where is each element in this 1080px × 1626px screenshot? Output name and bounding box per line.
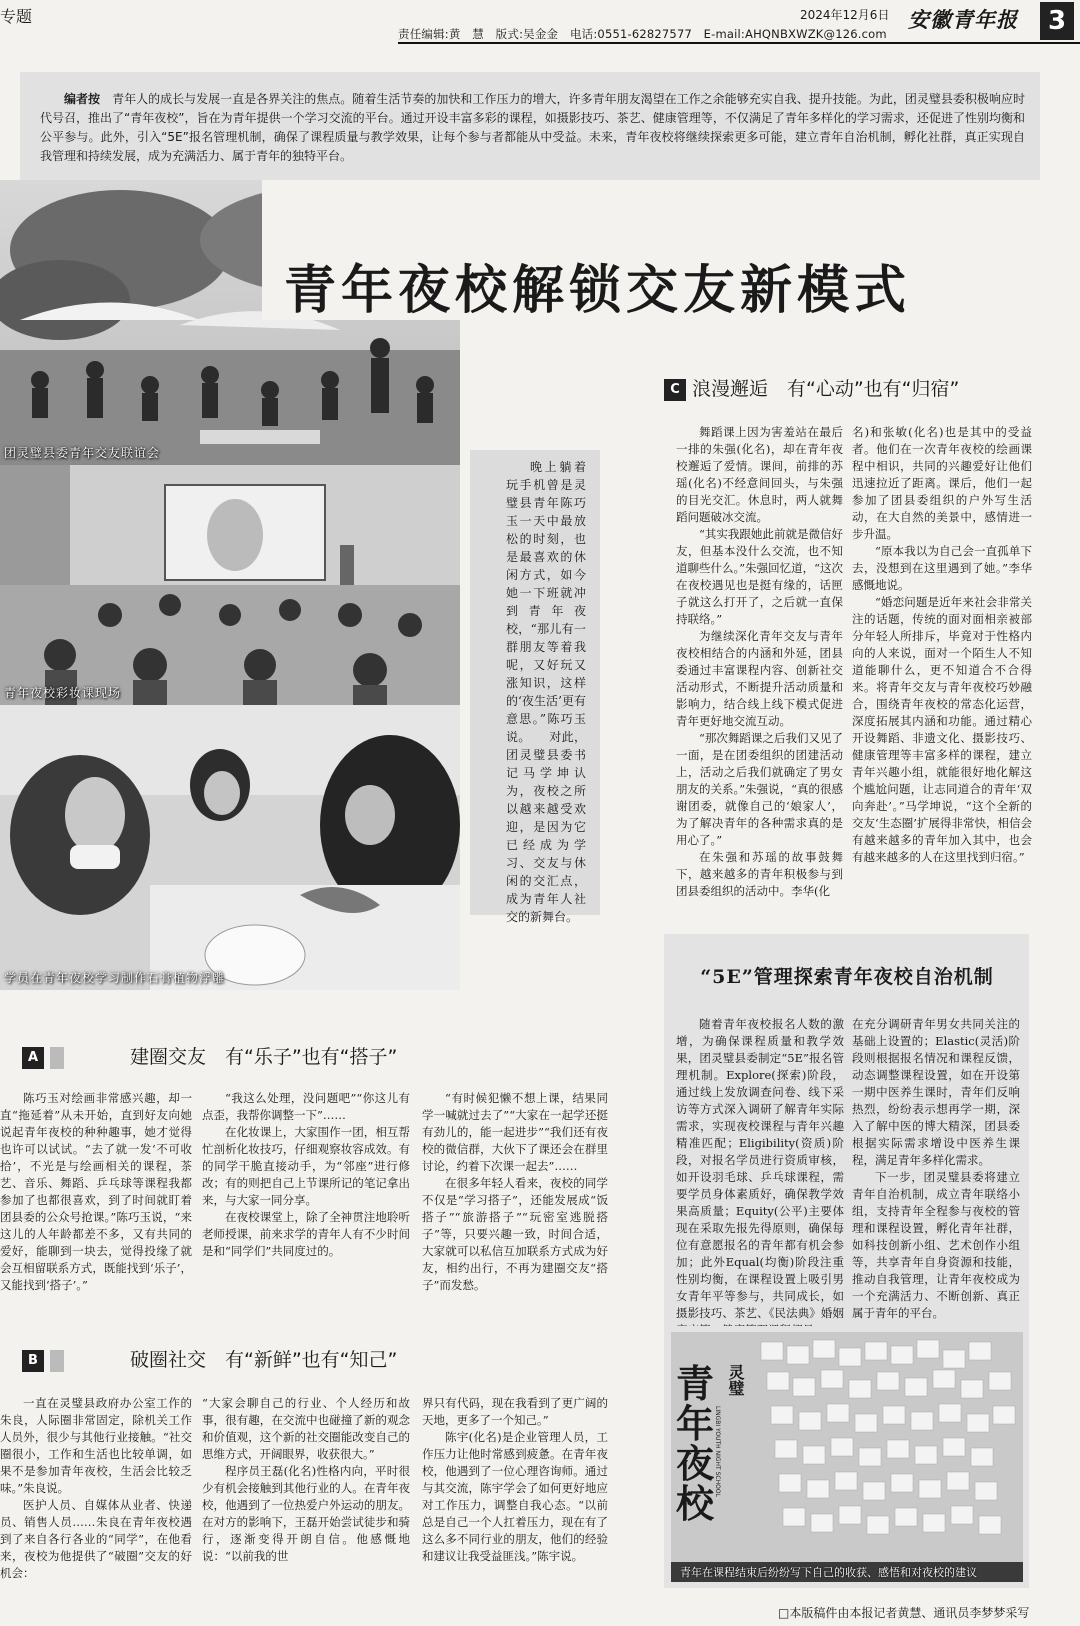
headline-block bbox=[262, 180, 1080, 320]
photo-caption-makeup: 青年夜校彩妆课现场 bbox=[4, 686, 122, 700]
newspaper-logo: 安徽青年报 bbox=[908, 7, 1018, 32]
photo-feedback-wall bbox=[664, 1326, 1029, 1588]
photo-caption-outdoor: 团灵璧县委青年交友联谊会 bbox=[4, 446, 161, 460]
intro-quote-column bbox=[470, 450, 600, 924]
section-a-col1 bbox=[0, 1090, 192, 1294]
sidebar-5e-title: “5E”管理探索青年夜校自治机制 bbox=[700, 966, 994, 988]
paragraph: 界只有代码，现在我看到了更广阔的天地，更多了一个知己。” bbox=[422, 1396, 608, 1427]
section-a-title: 建圈交友 有“乐子”也有“搭子” bbox=[130, 1046, 398, 1068]
section-c-heading bbox=[664, 374, 959, 401]
paragraph: “大家会聊自己的行业、个人经历和故事，很有趣，在交流中也碰撞了新的观念和价值观，这个新的社交圈能改变自己的思维方式，开阔眼界，收获很大。” bbox=[202, 1396, 410, 1461]
section-a-col3 bbox=[422, 1090, 608, 1294]
paragraph: 医护人员、自媒体从业者、快递员、销售人员……朱良在青年夜校遇到了来自各行各业的“同学”，在他看来，夜校为他提供了“破圈”交友的好机会： bbox=[0, 1498, 192, 1580]
editor-note-label: 编者按 bbox=[64, 92, 101, 106]
paragraph: “有时候犯懒不想上课，结果同学一喊就过去了”“大家在一起学还挺有劲儿的，能一起进步”“我们还有夜校的微信群，大伙下了课还会在群里讨论，约着下次课一起去”…… bbox=[422, 1091, 608, 1173]
paragraph: 在夜校课堂上，除了全神贯注地聆听老师授课，前来求学的青年人有不少时间是和“同学们”共同度过的。 bbox=[202, 1210, 410, 1258]
editor-note bbox=[20, 72, 1040, 182]
section-c-badge: C bbox=[664, 379, 686, 401]
issue-date: 2024年12月6日 bbox=[800, 8, 890, 22]
paragraph: 舞蹈课上因为害羞站在最后一排的朱强(化名)，却在青年夜校邂逅了爱情。课间，前排的苏瑶(化名)不经意间回头，与朱强的目光交汇。休息时，两人就舞蹈问题破冰交流。 bbox=[676, 425, 843, 524]
paragraph: 在充分调研青年男女共同关注的基础上设置的；Elastic(灵活)阶段则根据报名情况和课程反馈，动态调整课程设置，如在开设第一期中医养生课时，青年们反响热烈，纷纷表示想再学一期，深入了解中医的博大精深，团县委根据实际需求增设中医养生课程，满足青年多样化需求。 bbox=[852, 1017, 1020, 1167]
paragraph: 名)和张敏(化名)也是其中的受益者。他们在一次青年夜校的绘画课程中相识，共同的兴趣爱好让他们迅速拉近了距离。课后，他们一起参加了团县委组织的户外写生活动，在大自然的美景中，感情进一步升温。 bbox=[852, 425, 1032, 541]
section-b-col3 bbox=[422, 1395, 608, 1565]
article-credit: □本版稿件由本报记者黄慧、通讯员李梦梦采写 bbox=[778, 1606, 1030, 1620]
paragraph: 在化妆课上，大家围作一团，相互帮忙剖析化妆技巧，仔细观察妆容成效。有的同学干脆直接动手，为“邻座”进行修改；有的则把自己上节课所记的笔记拿出来，与大家一同分享。 bbox=[202, 1125, 410, 1207]
main-headline: 青年夜校解锁交友新模式 bbox=[284, 260, 912, 321]
section-label: 专题 bbox=[0, 7, 33, 26]
section-c-col2 bbox=[852, 424, 1032, 866]
paragraph: 随着青年夜校报名人数的激增，为确保课程质量和教学效果，团灵璧县委制定“5E”报名管理机制。Explore(探索)阶段，通过线上发放调查问卷、线下采访等方式深入调研了解青年实际需求，实现夜校课程与青年兴趣精准匹配；Eligibility(资质)阶段，对报名学员进行资质审核，如开设羽毛球、乒乓球课程，需要学员身体素质好，确保教学效果高质量；Equity(公平)主要体现在采取先报先得原则，确保每位有意愿报名的青年都有机会参加；此外Equal(均衡)阶段注重性别均衡，在课程设置上吸引男女青年平等参与，共同成长，如摄影技巧、茶艺、《民法典》婚姻 bbox=[676, 1017, 844, 1320]
paragraph: 陈宇(化名)是企业管理人员，工作压力让他时常感到疲惫。在青年夜校，他遇到了一位心理咨询师。通过与其交流，陈宇学会了如何更好地应对工作压力，调整自我心态。“以前总是自己一个人扛着压力，现在有了这么多不同行业的朋友，他们的经验和建议让我受益匪浅。”陈宇说。 bbox=[422, 1430, 608, 1563]
section-b-col2 bbox=[202, 1395, 410, 1565]
sidebar-5e-col2 bbox=[852, 1016, 1020, 1322]
section-b-title: 破圈社交 有“新鲜”也有“知己” bbox=[130, 1349, 398, 1371]
paragraph: 程序员王磊(化名)性格内向，平时很少有机会接触到其他行业的人。在青年夜校，他遇到了一位热爱户外运动的朋友。在对方的影响下，王磊开始尝试徒步和骑行，逐渐变得开朗自信。他感慨地说：“以前我的世 bbox=[202, 1464, 410, 1563]
paragraph: 在很多年轻人看来，夜校的同学不仅是“学习搭子”，还能发展成“饭搭子”“旅游搭子”“玩密室逃脱搭子”等，只要兴趣一致，时间合适，大家就可以私信互加联系方式成为好友，相约出行，不再为建圈交友“搭子”而发愁。 bbox=[422, 1176, 608, 1292]
section-b-col1 bbox=[0, 1395, 192, 1582]
paragraph: “其实我跟她此前就是微信好友，但基本没什么交流，也不知道聊些什么。”朱强回忆道，“这次在夜校遇见也是挺有缘的，话匣子就这么打开了，之后就一直保持联络。” bbox=[676, 527, 844, 626]
makeup-class-image bbox=[0, 465, 460, 705]
plaster-relief-image bbox=[0, 705, 460, 990]
paragraph: 在朱强和苏瑶的故事鼓舞下，越来越多的青年积极参与到团县委组织的活动中。李华(化 bbox=[676, 850, 843, 898]
photo-plaster-relief bbox=[0, 705, 460, 990]
photo-makeup-class bbox=[0, 465, 460, 705]
page-header bbox=[0, 0, 1080, 44]
paragraph: “原本我以为自己会一直孤单下去，没想到在这里遇到了她。”李华感慨地说。 bbox=[852, 544, 1032, 592]
section-b-badge: B bbox=[22, 1350, 44, 1372]
section-c-col1 bbox=[676, 424, 843, 900]
photo-caption-plaster: 学员在青年夜校学习制作石膏植物浮雕 bbox=[4, 971, 226, 985]
section-c-title: 浪漫邂逅 有“心动”也有“归宿” bbox=[692, 378, 960, 400]
photo-caption-feedback: 青年在课程结束后纷纷写下自己的收获、感悟和对夜校的建议 bbox=[680, 1566, 977, 1579]
section-a-heading bbox=[22, 1042, 397, 1069]
sidebar-5e-col1 bbox=[676, 1016, 844, 1339]
wall-logo-main: 青年夜校 bbox=[676, 1362, 715, 1526]
section-a-col2 bbox=[202, 1090, 410, 1260]
paragraph: 为继续深化青年交友与青年夜校相结合的内涵和外延，团县委通过丰富课程内容、创新社交活动形式，不断提升活动质量和影响力，结合线上线下模式促进青年更好地交流互动。 bbox=[676, 629, 843, 728]
page-number: 3 bbox=[1040, 2, 1074, 40]
paragraph: “那次舞蹈课之后我们又见了一面，是在团委组织的团建活动上，活动之后我们就确定了男女朋友的关系。”朱强说，“真的很感谢团委，就像自己的‘娘家人’，为了解决青年的各种需求真的是用心了。” bbox=[676, 731, 844, 847]
sidebar-5e-box bbox=[664, 934, 1029, 1326]
intro-quote-text: 晚上躺着玩手机曾是灵璧县青年陈巧玉一天中最放松的时刻，也是最喜欢的休闲方式，如今她一下班就冲到青年夜校，“那儿有一群朋友等着我呢，又好玩又涨知识，这样的‘夜生活’更有意思。”陈巧玉说。 对此，团灵璧县委书记马学坤认为，夜校之所以越来越受欢迎，是因为它已经成为学习、交友与休闲的交汇点，成为青年人社交的新舞台。 bbox=[506, 460, 586, 924]
wall-logo-side: 灵璧 bbox=[726, 1364, 745, 1396]
paragraph: “我这么处理，没问题吧”“你这儿有点歪，我帮你调整一下”…… bbox=[202, 1091, 410, 1122]
paragraph: 下一步，团灵璧县委将建立青年自治机制，成立青年联络小组，支持青年全程参与夜校的管理和课程设置，孵化青年社群，如科技创新小组、艺术创作小组等，共享青年自身资源和技能，推动自我管理，让青年夜校成为一个充满活力、不断创新、真正属于青年的平台。 bbox=[852, 1170, 1020, 1320]
wall-logo-en: LINGBI YOUTH NIGHT SCHOOL bbox=[714, 1406, 721, 1497]
paragraph: 陈巧玉对绘画非常感兴趣，却一直“拖延着”从未开始，直到好友向她说起青年夜校的种种趣事，她才觉得也许可以试试。“去了就一发‘不可收拾’，不光是与绘画相关的课程，茶艺、音乐、舞蹈、乒乓球等课程我都参加了也都很喜欢，到了时间就盯着团县委的公众号抢课。”陈巧玉说，“来这儿的人年龄都差不多，又有共同的爱好，能聊到一块去，觉得投缘了就会互相留联系方式，既能找到‘乐子’，又能找到‘搭子’。” bbox=[0, 1091, 192, 1292]
editor-credits: 责任编辑:黄 慧 版式:吴金金 电话:0551-62827577 E-mail:AHQNBXWZK@126.com bbox=[398, 27, 887, 41]
paragraph: 一直在灵璧县政府办公室工作的朱良，人际圈非常固定，除机关工作人员外，很少与其他行业接触。“社交圈很小，工作和生活也比较单调，如果不是参加青年夜校，生活会比较乏味。”朱良说。 bbox=[0, 1396, 192, 1495]
editor-note-text: 青年人的成长与发展一直是各界关注的焦点。随着生活节奏的加快和工作压力的增大，许多青年朋友渴望在工作之余能够充实自我、提升技能。为此，团灵璧县委积极响应时代号召，推出了“青年夜校”，旨在为青年提供一个学习交流的平台。通过开设丰富多彩的课程，如摄影技巧、茶艺、健康管理等，不仅满足了青年多样化的学习需求，还促进了性别均衡和公平参与。此外，引入“5E”报名管理机制，确保了课程质量与教学效果，让每个参与者都能从中受益。未来，青年夜校将继续探索更多可能，建立青年自治机制，孵化社群，真正实现自我管理和持续发展，成为充满活力、属于青年的独特平台。 bbox=[40, 92, 1025, 163]
header-rule bbox=[398, 42, 1080, 44]
section-a-badge: A bbox=[22, 1047, 44, 1069]
paragraph: “婚恋问题是近年来社会非常关注的话题，传统的面对面相亲被部分年轻人所排斥，毕竟对于性格内向的人来说，面对一个陌生人不知道能聊什么，更不知道合不合得来。将青年交友与青年夜校巧妙融合，围绕青年夜校的常态化运营，深度拓展其内涵和功能。通过精心开设舞蹈、非遗文化、摄影技巧、健康管理等丰富多样的课程，建立青年兴趣小组，就能很好地化解这个尴尬问题，让志同道合的青年‘双向奔赴’。”马学坤说，“这个全新的交友‘生态圈’扩展得非常快，相信会有越来越多的青年加入其中，也会有越来越多的人在这里找到归宿。” bbox=[852, 595, 1032, 864]
section-b-heading bbox=[22, 1345, 397, 1372]
